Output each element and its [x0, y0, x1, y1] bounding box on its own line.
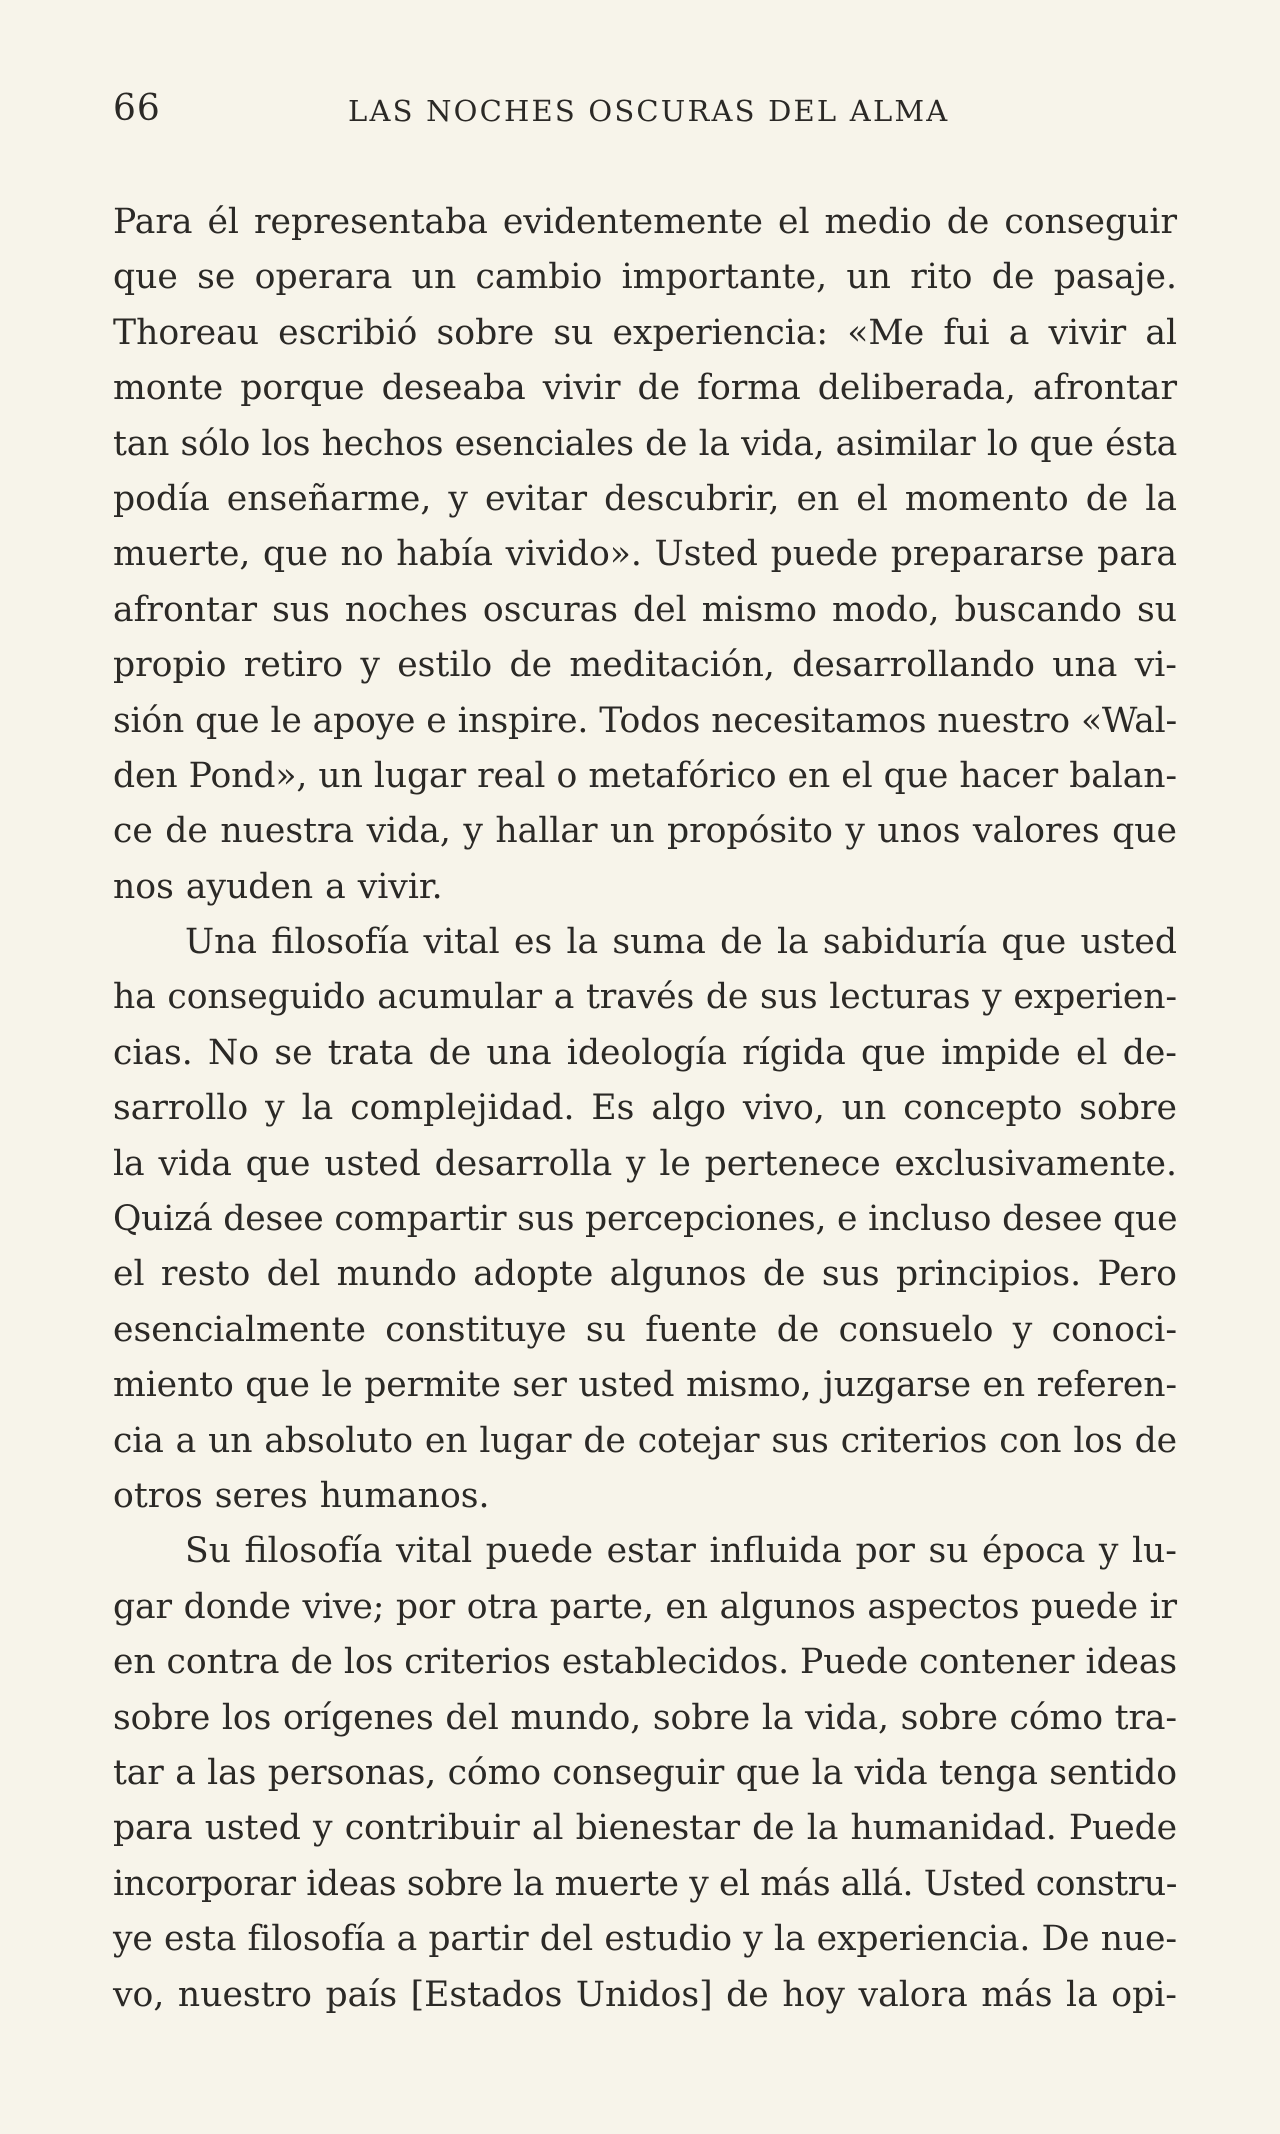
text-line: podía enseñarme, y evitar descubrir, en el momento de la — [113, 478, 1177, 519]
text-line: incorporar ideas sobre la muerte y el más allá. Usted constru- — [113, 1863, 1178, 1904]
text-line: monte porque deseaba vivir de forma deliberada, afrontar — [113, 368, 1177, 409]
text-line: tan sólo los hechos esenciales de la vida, asimilar lo que ésta — [113, 423, 1177, 464]
running-header — [113, 88, 1177, 134]
text-line: vo, nuestro país [Estados Unidos] de hoy valora más la opi- — [113, 1974, 1177, 2015]
text-line: afrontar sus noches oscuras del mismo modo, buscando su — [113, 589, 1177, 630]
text-line: en contra de los criterios establecidos. Puede contener ideas — [113, 1642, 1177, 1683]
text-line: Su filosofía vital puede estar influida por su época y lu- — [185, 1531, 1177, 1572]
text-line: muerte, que no había vivido». Usted puede prepararse para — [113, 534, 1177, 575]
text-line: ha conseguido acumular a través de sus lecturas y experien- — [113, 977, 1177, 1018]
text-line: Una filosofía vital es la suma de la sabiduría que usted — [185, 922, 1177, 963]
text-line: den Pond», un lugar real o metafórico en el que hacer balan- — [113, 755, 1177, 796]
text-line: propio retiro y estilo de meditación, desarrollando una vi- — [113, 645, 1177, 686]
text-line: el resto del mundo adopte algunos de sus principios. Pero — [113, 1254, 1177, 1295]
page-number: 66 — [113, 88, 161, 129]
text-line: cia a un absoluto en lugar de cotejar sus criterios con los de — [113, 1420, 1177, 1461]
text-line: sobre los orígenes del mundo, sobre la vida, sobre cómo tra- — [113, 1697, 1177, 1738]
text-line: ye esta filosofía a partir del estudio y la experiencia. De nue- — [113, 1919, 1177, 1960]
text-line: cias. No se trata de una ideología rígida que impide el de- — [113, 1032, 1177, 1073]
text-line: para usted y contribuir al bienestar de la humanidad. Puede — [113, 1808, 1177, 1849]
body-text — [113, 195, 1177, 2023]
text-line: que se operara un cambio importante, un rito de pasaje. — [113, 257, 1177, 298]
text-line: esencialmente constituye su fuente de consuelo y conoci- — [113, 1309, 1177, 1350]
text-line: Thoreau escribió sobre su experiencia: «Me fui a vivir al — [113, 312, 1177, 353]
text-line: miento que le permite ser usted mismo, juzgarse en referen- — [113, 1365, 1177, 1406]
text-line: otros seres humanos. — [113, 1475, 490, 1516]
text-line: la vida que usted desarrolla y le pertenece exclusivamente. — [113, 1143, 1177, 1184]
text-line: ce de nuestra vida, y hallar un propósito y unos valores que — [113, 811, 1177, 852]
text-line: gar donde vive; por otra parte, en algunos aspectos puede ir — [113, 1586, 1177, 1627]
running-title: LAS NOCHES OSCURAS DEL ALMA — [348, 94, 950, 128]
text-line: tar a las personas, cómo conseguir que la vida tenga sentido — [113, 1752, 1177, 1793]
text-line: Para él representaba evidentemente el medio de conseguir — [113, 202, 1177, 242]
text-line: sarrollo y la complejidad. Es algo vivo, un concepto sobre — [113, 1088, 1177, 1129]
text-line: nos ayuden a vivir. — [113, 866, 443, 907]
text-line: sión que le apoye e inspire. Todos necesitamos nuestro «Wal- — [113, 700, 1177, 741]
text-line: Quizá desee compartir sus percepciones, e incluso desee que — [113, 1199, 1178, 1240]
